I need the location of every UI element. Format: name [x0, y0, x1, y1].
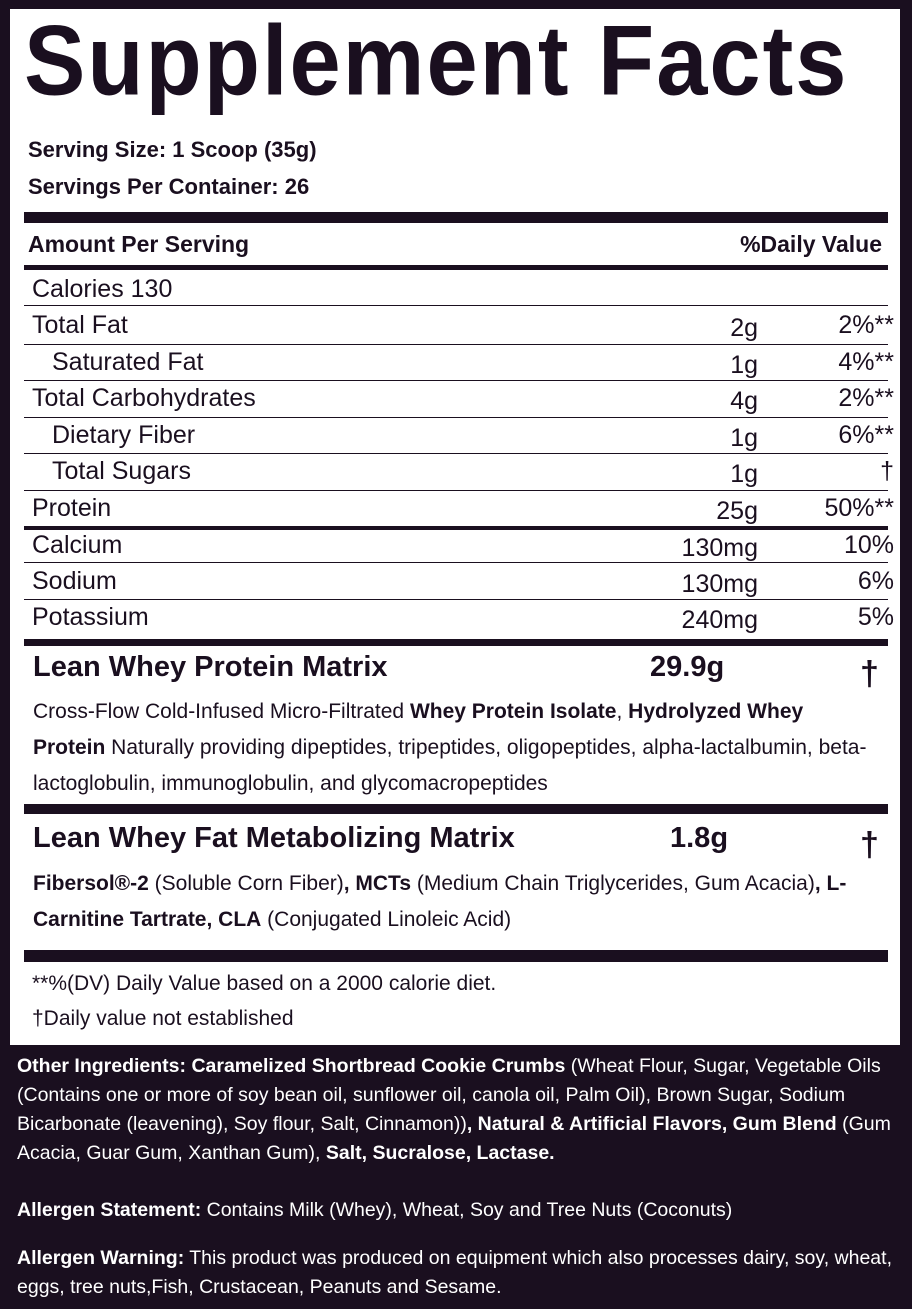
nutrient-dv: 6% — [857, 567, 894, 595]
nutrient-dv: 4%** — [838, 348, 894, 376]
nutrient-dv: 6%** — [838, 421, 894, 449]
nutrient-row — [24, 307, 894, 343]
nutrient-label: Potassium — [32, 603, 149, 631]
other-ingredients: Other Ingredients: Caramelized Shortbread Cookie Crumbs (Wheat Flour, Sugar, Vegetable Oils (Contains one or more of soy bean oil, sunflower oil, canola oil, Palm Oil), Brown Sugar, Sodium Bicarbonate (leavening), Soy flour, Salt, Cinnamon)), Natural & Artificial Flavors, Gum Blend (Gum Acacia, Guar Gum, Xanthan Gum), Salt, Sucralose, Lactase. — [17, 1055, 891, 1164]
protein-matrix-description: Cross-Flow Cold-Infused Micro-Filtrated Whey Protein Isolate, Hydrolyzed Whey Protein Naturally providing dipeptides, tripeptides, oligopeptides, alpha-lactalbumin, beta-lactoglobulin, immunoglobulin, and glycomacropeptides — [33, 700, 867, 795]
nutrient-label: Dietary Fiber — [52, 421, 196, 449]
fat-matrix-dv: † — [860, 826, 879, 864]
nutrient-row — [24, 527, 894, 563]
supplement-facts-panel — [10, 6, 900, 1045]
nutrient-amount: 1g — [730, 351, 758, 379]
fat-matrix-title: Lean Whey Fat Metabolizing Matrix — [33, 822, 515, 854]
nutrient-label: Total Fat — [32, 311, 128, 339]
row-divider — [24, 305, 888, 306]
nutrient-label: Sodium — [32, 567, 117, 595]
nutrient-row — [24, 599, 894, 635]
servings-per-container: Servings Per Container: 26 — [28, 174, 310, 199]
nutrient-amount: 4g — [730, 387, 758, 415]
thick-divider — [24, 212, 888, 223]
matrix-divider — [24, 804, 888, 814]
nutrient-row — [24, 490, 894, 526]
serving-size: Serving Size: 1 Scoop (35g) — [28, 137, 317, 162]
nutrient-row — [24, 344, 894, 380]
nutrient-dv: 5% — [857, 603, 894, 631]
calories-row — [24, 271, 888, 307]
nutrient-row — [24, 380, 894, 416]
nutrient-label: Saturated Fat — [52, 348, 204, 376]
nutrient-dv: 2%** — [838, 311, 894, 339]
nutrient-amount: 130mg — [681, 570, 758, 598]
allergen-warning: Allergen Warning: This product was produced on equipment which also processes dairy, soy, wheat, eggs, tree nuts,Fish, Crustacean, Peanuts and Sesame. — [17, 1247, 892, 1298]
fat-matrix-description: Fibersol®-2 (Soluble Corn Fiber), MCTs (Medium Chain Triglycerides, Gum Acacia), L-Carnitine Tartrate, CLA (Conjugated Linoleic Acid) — [33, 872, 847, 931]
nutrient-label: Protein — [32, 494, 112, 522]
nutrient-label: Total Sugars — [52, 457, 191, 485]
daily-value-footnote: **%(DV) Daily Value based on a 2000 calorie diet. — [32, 972, 497, 995]
calories-label: Calories 130 — [32, 275, 173, 303]
nutrient-row — [24, 453, 894, 489]
nutrient-dv: 2%** — [838, 384, 894, 412]
daily-value-header: %Daily Value — [740, 231, 882, 257]
protein-matrix-dv: † — [860, 655, 879, 693]
nutrient-amount: 25g — [716, 497, 758, 525]
fat-matrix-amount: 1.8g — [670, 822, 729, 854]
nutrient-dv: † — [880, 457, 894, 485]
panel-title: Supplement Facts — [24, 6, 849, 117]
allergen-statement: Allergen Statement: Contains Milk (Whey), Wheat, Soy and Tree Nuts (Coconuts) — [17, 1199, 733, 1221]
nutrient-amount: 1g — [730, 424, 758, 452]
nutrient-amount: 240mg — [681, 606, 758, 634]
nutrient-amount: 2g — [730, 314, 758, 342]
footnote-divider — [24, 950, 888, 962]
protein-matrix-title: Lean Whey Protein Matrix — [33, 651, 388, 683]
nutrient-row — [24, 563, 894, 599]
nutrient-label: Total Carbohydrates — [32, 384, 256, 412]
matrix-divider — [24, 639, 888, 646]
amount-per-serving-header: Amount Per Serving — [28, 231, 250, 257]
nutrient-dv: 10% — [843, 531, 894, 559]
nutrient-amount: 1g — [730, 460, 758, 488]
not-established-footnote: †Daily value not established — [32, 1007, 294, 1030]
header-divider — [24, 265, 888, 270]
nutrient-row — [24, 417, 894, 453]
nutrient-label: Calcium — [32, 531, 123, 559]
nutrient-dv: 50%** — [824, 494, 894, 522]
nutrient-amount: 130mg — [681, 534, 758, 562]
protein-matrix-amount: 29.9g — [650, 651, 725, 683]
